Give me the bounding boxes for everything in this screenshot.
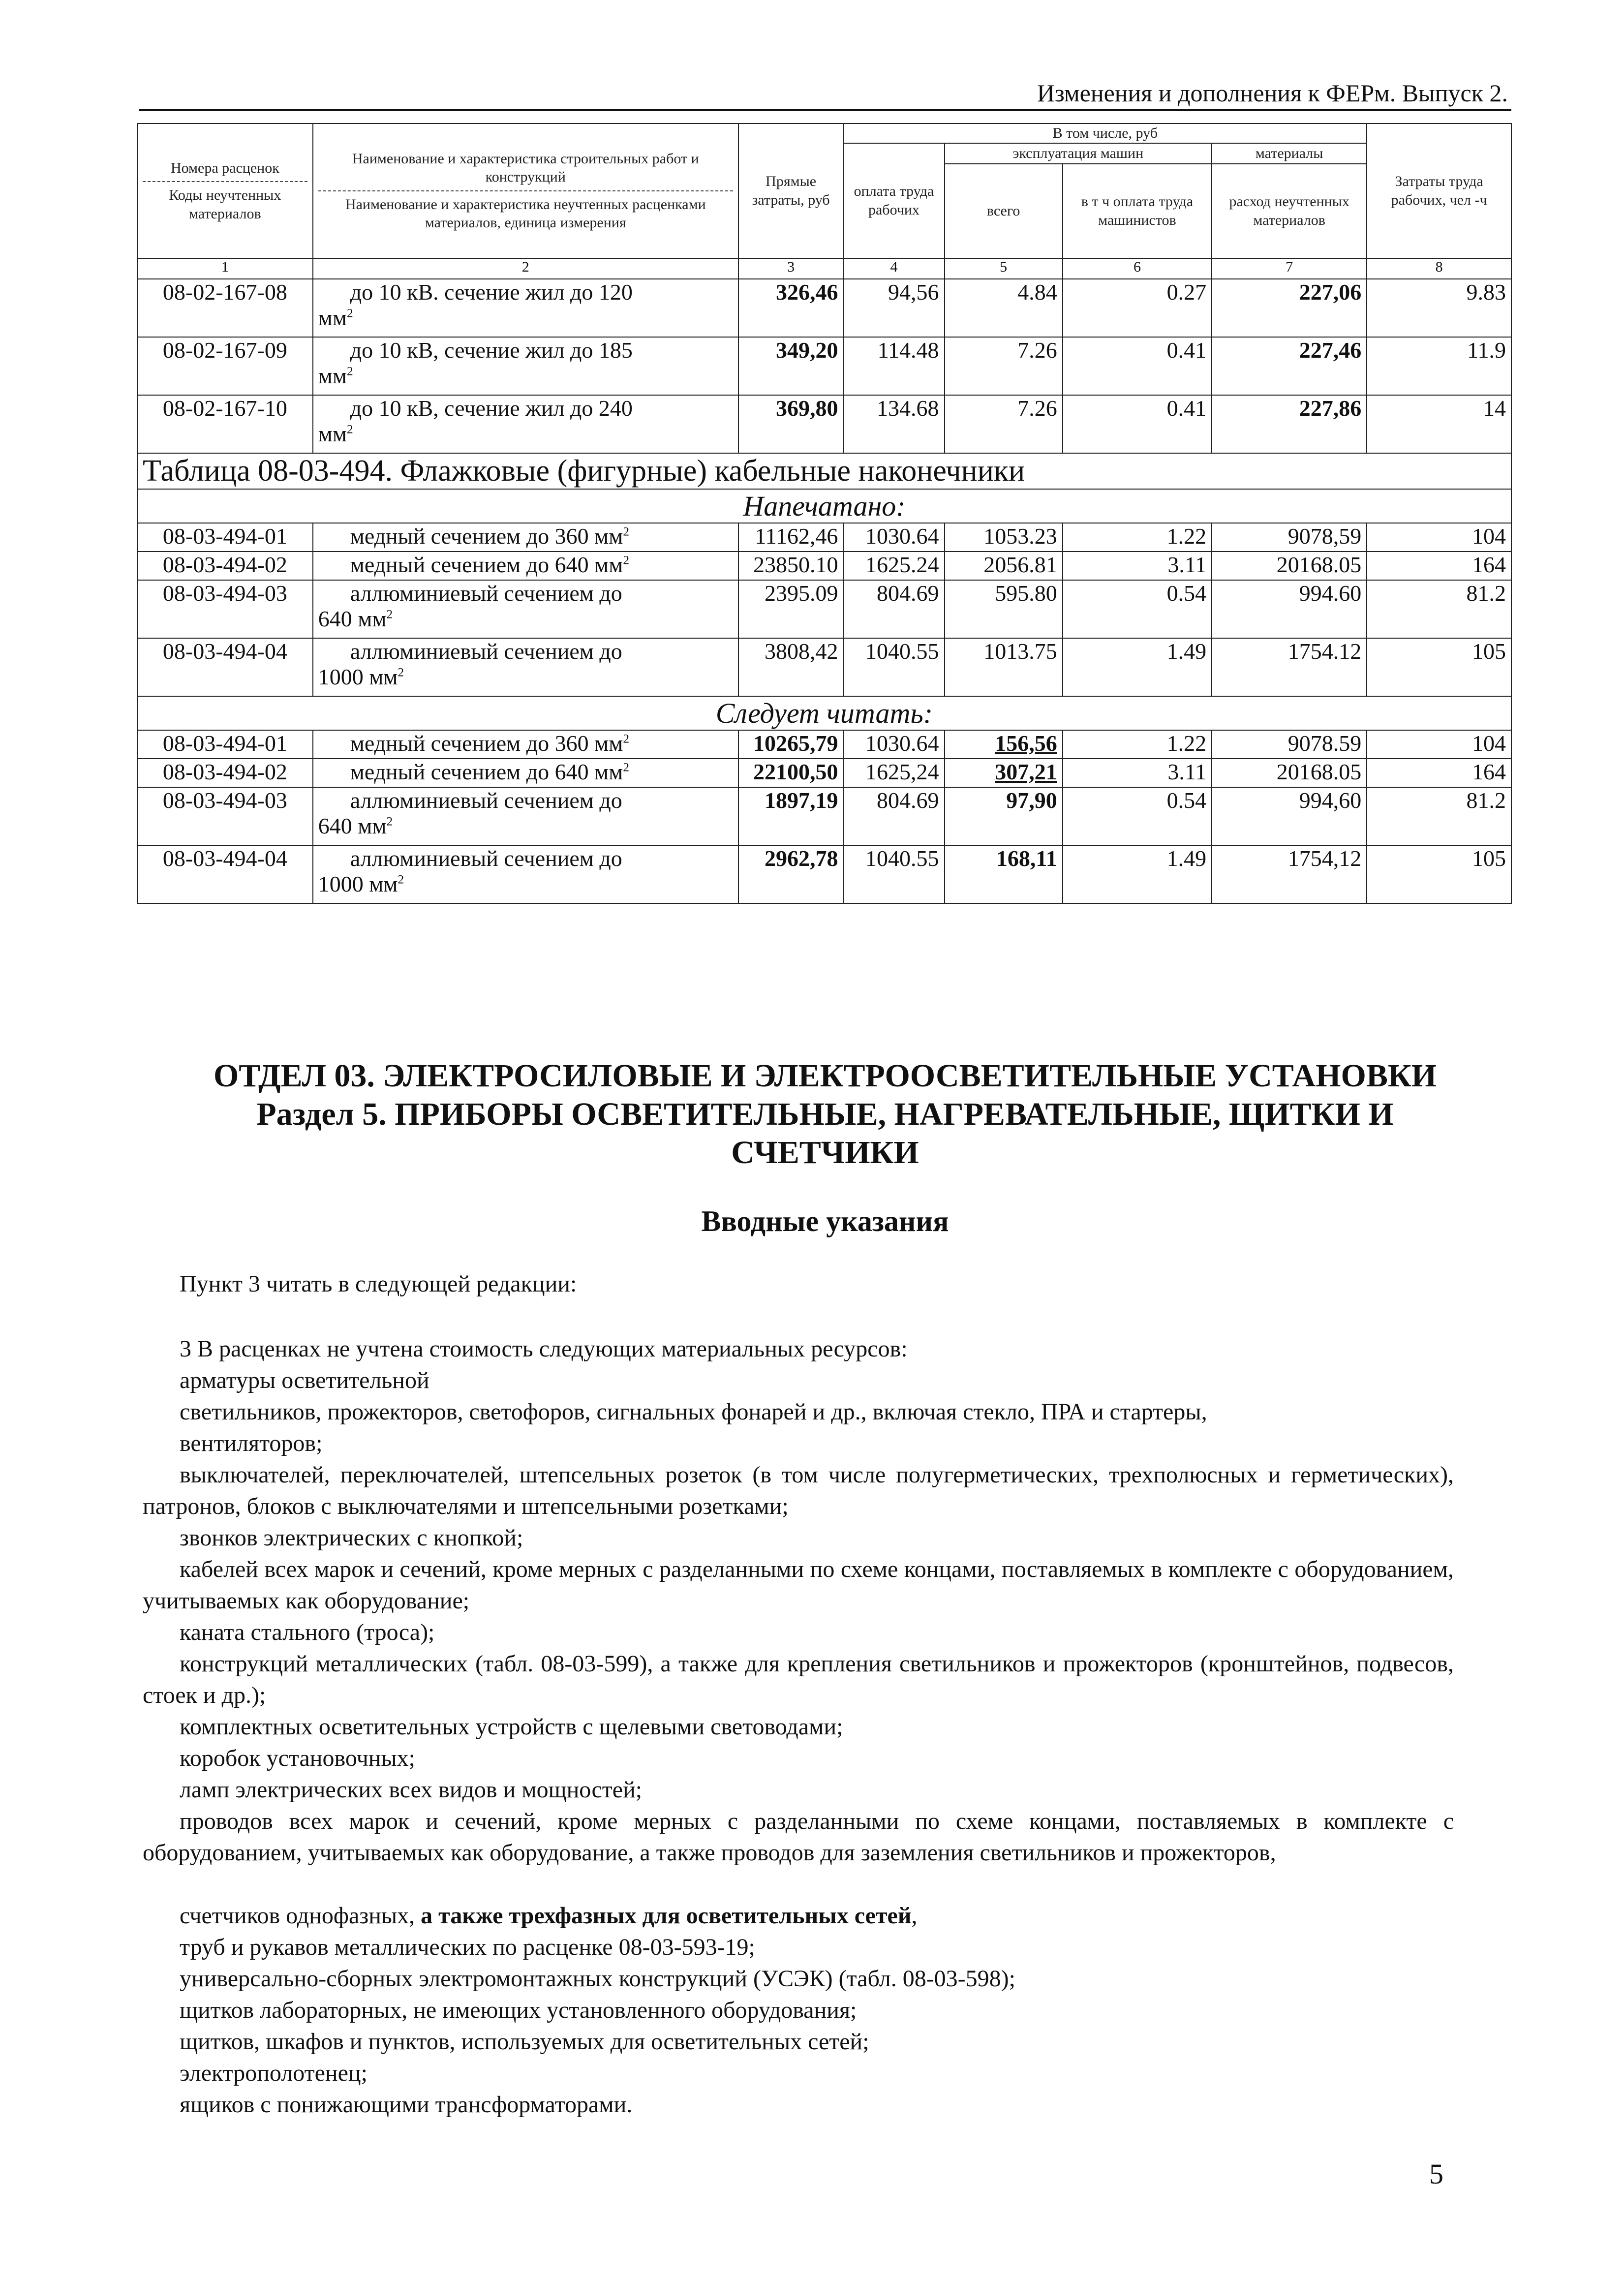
col-number: 7 [1212,258,1367,279]
cell-labor-hours: 14 [1367,395,1511,453]
list-item: щитков, шкафов и пунктов, используемых для осветительных сетей; [180,2029,869,2055]
table-row [137,279,1511,337]
list-item: конструкций металлических (табл. 08-03-599), а также для крепления светильников и прожекторов (кронштейнов, подвесов, стоек и др.); [143,1651,1454,1708]
list-item: универсально-сборных электромонтажных конструкций (УСЭК) (табл. 08-03-598); [180,1966,1015,1992]
header-col7: расход неучтенных материалов [1212,164,1367,258]
cell-direct-cost: 369,80 [738,395,844,453]
cell-materials: 9078.59 [1212,730,1367,759]
cell-labor-hours: 164 [1367,552,1511,580]
cell-direct-cost: 349,20 [738,337,844,395]
cell-labor-hours: 81.2 [1367,787,1511,845]
table-row [137,730,1511,759]
intro-heading: Вводные указания [701,1205,949,1237]
table-row [137,638,1511,696]
cell-machines-total: 7.26 [945,337,1063,395]
cell-labor-pay: 94,56 [843,279,944,337]
cell-labor-pay: 804.69 [843,787,944,845]
list-item: труб и рукавов металлических по расценке 08-03-593-19; [180,1934,755,1960]
cell-direct-cost: 23850.10 [738,552,844,580]
header-col8: Затраты труда рабочих, чел -ч [1367,123,1511,258]
cell-materials: 20168.05 [1212,552,1367,580]
col-number: 1 [137,258,313,279]
cell-machinist-pay: 1.22 [1063,730,1212,759]
cell-machines-total: 2056.81 [945,552,1063,580]
cell-direct-cost: 2962,78 [738,845,844,903]
col-number: 8 [1367,258,1511,279]
row-code: 08-03-494-04 [137,845,313,903]
cell-labor-hours: 105 [1367,845,1511,903]
list-item: светильников, прожекторов, светофоров, сигнальных фонарей и др., включая стекло, ПРА и стартеры, [180,1399,1207,1425]
cell-machinist-pay: 0.54 [1063,787,1212,845]
cell-labor-pay: 134.68 [843,395,944,453]
cell-labor-hours: 81.2 [1367,580,1511,638]
header-col1: Номера расценок Коды неучтенных материалов [137,123,313,258]
row-name: аллюминиевый сечением до 1000 $мм^2$ [313,638,738,696]
header-col5: всего [945,164,1063,258]
printed-label-row [137,489,1511,523]
row-code: 08-03-494-01 [137,523,313,552]
section-title-line1: ОТДЕЛ 03. ЭЛЕКТРОСИЛОВЫЕ И ЭЛЕКТРООСВЕТИТЕЛЬНЫЕ УСТАНОВКИ [213,1058,1437,1094]
cell-labor-hours: 104 [1367,523,1511,552]
cell-labor-pay: 1625,24 [843,759,944,787]
header-col4: оплата труда рабочих [843,143,944,258]
lead-paragraph: 3 В расценках не учтена стоимость следующих материальных ресурсов: [180,1336,908,1362]
rates-table [137,123,1512,904]
row-code: 08-02-167-09 [137,337,313,395]
row-name: медный сечением до 360 $мм^2$ [313,523,738,552]
table-row [137,787,1511,845]
cell-machines-total: 156,56 [945,730,1063,759]
cell-materials: 227,06 [1212,279,1367,337]
table-row [137,523,1511,552]
row-code: 08-03-494-02 [137,759,313,787]
list-item: звонков электрических с кнопкой; [180,1525,523,1551]
row-name: до 10 кВ. сечение жил до 120 $мм^2$ [313,279,738,337]
cell-materials: 9078,59 [1212,523,1367,552]
header-col2: Наименование и характеристика строительных работ и конструкций Наименование и характеристика неучтенных расценками материалов, единица измерения [313,123,738,258]
cell-materials: 1754,12 [1212,845,1367,903]
cell-labor-pay: 114.48 [843,337,944,395]
row-code: 08-03-494-01 [137,730,313,759]
row-code: 08-02-167-08 [137,279,313,337]
row-code: 08-03-494-03 [137,580,313,638]
list-item: каната стального (троса); [180,1619,435,1645]
table-section-title: Таблица 08-03-494. Флажковые (фигурные) кабельные наконечники [137,453,1511,489]
cell-machinist-pay: 1.49 [1063,845,1212,903]
cell-materials: 994.60 [1212,580,1367,638]
list-item: электрополотенец; [180,2060,368,2086]
cell-machinist-pay: 0.27 [1063,279,1212,337]
printed-label: Напечатано: [137,489,1511,523]
header-group: В том числе, руб [843,123,1367,143]
cell-materials: 994,60 [1212,787,1367,845]
header-col6: в т ч оплата труда машинистов [1063,164,1212,258]
cell-machinist-pay: 1.22 [1063,523,1212,552]
col-number: 2 [313,258,738,279]
table-row [137,580,1511,638]
list-item: комплектных осветительных устройств с щелевыми световодами; [180,1714,843,1740]
cell-labor-pay: 1625.24 [843,552,944,580]
cell-direct-cost: 1897,19 [738,787,844,845]
cell-labor-pay: 1040.55 [843,638,944,696]
row-name: медный сечением до 640 $мм^2$ [313,759,738,787]
list-item: арматуры осветительной [180,1367,429,1393]
table-row [137,759,1511,787]
column-number-row [137,258,1511,279]
table-row [137,552,1511,580]
cell-machinist-pay: 1.49 [1063,638,1212,696]
intro-paragraph: Пункт 3 читать в следующей редакции: [180,1271,577,1297]
cell-machines-total: 1053.23 [945,523,1063,552]
cell-labor-pay: 1040.55 [843,845,944,903]
cell-direct-cost: 10265,79 [738,730,844,759]
cell-direct-cost: 11162,46 [738,523,844,552]
page-number: 5 [1429,2158,1443,2190]
cell-machines-total: 4.84 [945,279,1063,337]
cell-labor-hours: 11.9 [1367,337,1511,395]
row-name: медный сечением до 640 $мм^2$ [313,552,738,580]
list-item: вентиляторов; [180,1430,323,1456]
row-name: до 10 кВ, сечение жил до 185 $мм^2$ [313,337,738,395]
cell-labor-hours: 104 [1367,730,1511,759]
cell-materials: 20168.05 [1212,759,1367,787]
list-item: проводов всех марок и сечений, кроме мерных с разделанными по схеме концами, поставляемых в комплекте с оборудованием, учитываемых как оборудование, а также проводов для заземления светильников и прожекторов, [143,1808,1454,1866]
cell-labor-hours: 9.83 [1367,279,1511,337]
section-title-line2: Раздел 5. ПРИБОРЫ ОСВЕТИТЕЛЬНЫЕ, НАГРЕВАТЕЛЬНЫЕ, ЩИТКИ И [256,1096,1394,1132]
cell-machines-total: 7.26 [945,395,1063,453]
cell-labor-pay: 1030.64 [843,730,944,759]
table-section-title-row [137,453,1511,489]
cell-machines-total: 307,21 [945,759,1063,787]
cell-materials: 227,86 [1212,395,1367,453]
list-item: кабелей всех марок и сечений, кроме мерных с разделанными по схеме концами, поставляемых в комплекте с оборудованием, учитываемых как оборудование; [143,1556,1454,1614]
table-row [137,845,1511,903]
list-item: выключателей, переключателей, штепсельных розеток (в том числе полугерметических, трехполюсных и герметических), патронов, блоков с выключателями и штепсельными розетками; [143,1462,1454,1519]
row-name: аллюминиевый сечением до 1000 $мм^2$ [313,845,738,903]
list-item: щитков лабораторных, не имеющих установленного оборудования; [180,1997,857,2023]
cell-machines-total: 97,90 [945,787,1063,845]
header-machines: эксплуатация машин [945,143,1212,164]
col-number: 5 [945,258,1063,279]
row-name: аллюминиевый сечением до 640 $мм^2$ [313,787,738,845]
table-row [137,337,1511,395]
header-rule [139,109,1511,111]
col-number: 6 [1063,258,1212,279]
running-header: Изменения и дополнения к ФЕРм. Выпуск 2. [1037,79,1508,107]
cell-machinist-pay: 3.11 [1063,552,1212,580]
cell-labor-hours: 105 [1367,638,1511,696]
read-label-row [137,696,1511,730]
row-code: 08-03-494-03 [137,787,313,845]
list-item: ящиков с понижающими трансформаторами. [180,2092,633,2118]
cell-direct-cost: 3808,42 [738,638,844,696]
cell-machinist-pay: 0.41 [1063,395,1212,453]
table-row [137,395,1511,453]
cell-materials: 1754.12 [1212,638,1367,696]
cell-machines-total: 1013.75 [945,638,1063,696]
cell-materials: 227,46 [1212,337,1367,395]
cell-labor-pay: 1030.64 [843,523,944,552]
cell-direct-cost: 2395.09 [738,580,844,638]
cell-machinist-pay: 0.54 [1063,580,1212,638]
cell-machinist-pay: 3.11 [1063,759,1212,787]
row-code: 08-03-494-02 [137,552,313,580]
header-col3: Прямые затраты, руб [738,123,844,258]
row-name: медный сечением до 360 $мм^2$ [313,730,738,759]
col-number: 3 [738,258,844,279]
read-label: Следует читать: [137,696,1511,730]
cell-labor-pay: 804.69 [843,580,944,638]
cell-machinist-pay: 0.41 [1063,337,1212,395]
row-code: 08-03-494-04 [137,638,313,696]
table-header-row-1 [137,123,1511,143]
cell-machines-total: 595.80 [945,580,1063,638]
cell-direct-cost: 22100,50 [738,759,844,787]
row-name: до 10 кВ, сечение жил до 240 $мм^2$ [313,395,738,453]
cell-direct-cost: 326,46 [738,279,844,337]
list-item: коробок установочных; [180,1745,415,1771]
row-code: 08-02-167-10 [137,395,313,453]
list-item: ламп электрических всех видов и мощностей; [180,1777,643,1803]
col-number: 4 [843,258,944,279]
header-materials: материалы [1212,143,1367,164]
list-item-meters: счетчиков однофазных, а также трехфазных для осветительных сетей, [180,1903,918,1929]
row-name: аллюминиевый сечением до 640 $мм^2$ [313,580,738,638]
bold-fragment: а также трехфазных для осветительных сетей [421,1903,912,1929]
cell-machines-total: 168,11 [945,845,1063,903]
section-title-line3: СЧЕТЧИКИ [731,1135,919,1170]
cell-labor-hours: 164 [1367,759,1511,787]
